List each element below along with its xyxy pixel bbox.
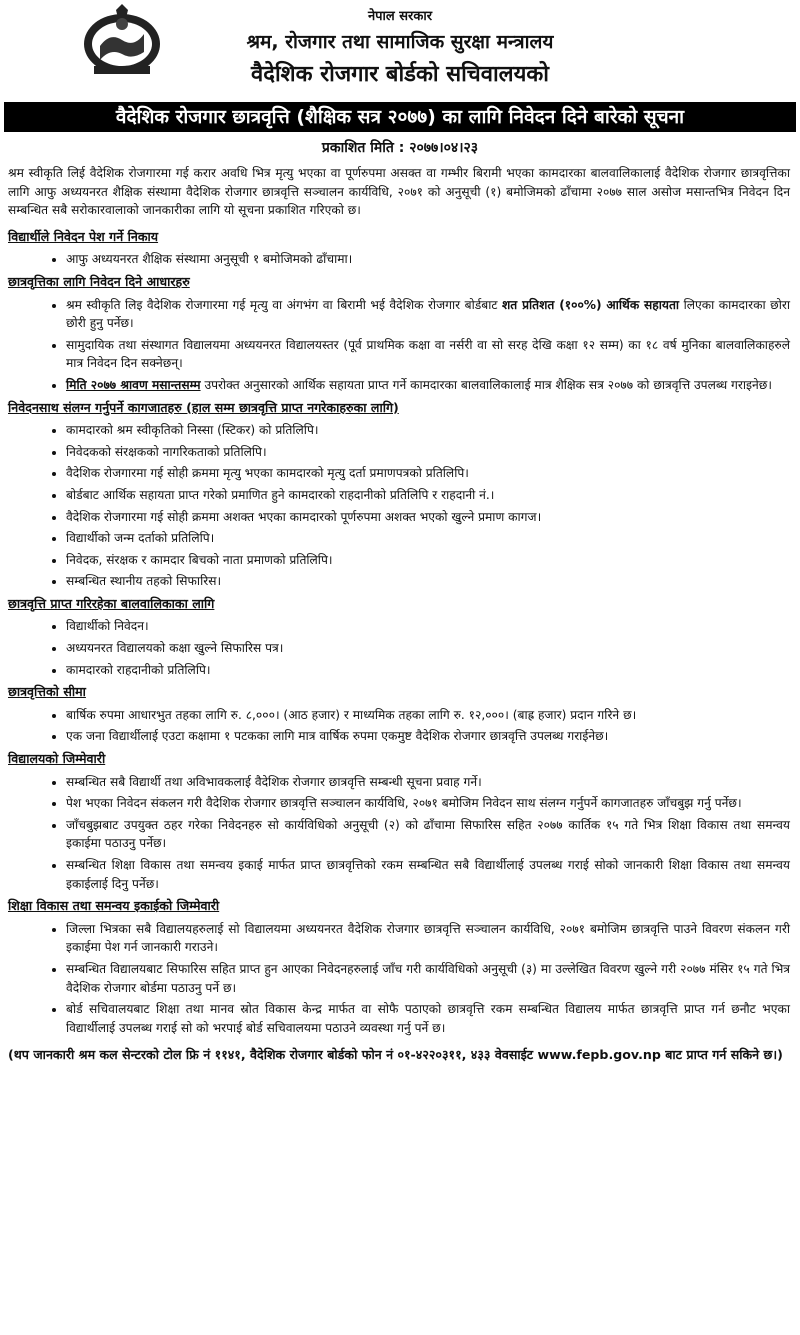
list-item: • निवेदक, संरक्षक र कामदार बिचको नाता प्रमाणको प्रतिलिपि। [66, 551, 790, 570]
section-title: छात्रवृत्ति प्राप्त गरिरहेका बालवालिकाका लागि [8, 595, 215, 611]
section-title: विद्यालयको जिम्मेवारी [8, 751, 106, 767]
list-item: • विद्यार्थीको निवेदन। [66, 617, 790, 636]
list-item [66, 296, 790, 333]
section-list [8, 773, 790, 894]
list-item: • निवेदकको संरक्षकको नागरिकताको प्रतिलिपि। [66, 443, 790, 462]
section-list [8, 250, 790, 269]
section-title: निवेदनसाथ संलग्न गर्नुपर्ने कागजातहरु (हाल सम्म छात्रवृत्ति प्राप्त नगरेकाहरुका लागि) [8, 399, 399, 415]
list-item: • कामदारको श्रम स्वीकृतिको निस्सा (स्टिकर) को प्रतिलिपि। [66, 421, 790, 440]
list-item: • वैदेशिक रोजगारमा गई सोही क्रममा अशक्त भएका कामदारको पूर्णरुपमा अशक्त भएको खुल्ने प्रमाण कागज। [66, 508, 790, 527]
intro-paragraph: श्रम स्वीकृति लिई वैदेशिक रोजगारमा गई करार अवधि भित्र मृत्यु भएका वा पूर्णरुपमा असक्त वा गम्भीर बिरामी भएका कामदारका बालवालिकालाई वैदेशिक रोजगार छात्रवृत्तिका लागि आफु अध्ययनरत शैक्षिक संस्थामा वैदेशिक रोजगार छात्रवृत्ति सञ्चालन कार्यविधि, २०७१ को अनुसूची (१) बमोजिमको ढाँचामा २०७७ साल असोज मसान्तभित्र निवेदन दिन सम्बन्धित सबै सरोकारवालाको जानकारीका लागि यो सूचना प्रकाशित गरिएको छ। [8, 166, 790, 218]
section-title: शिक्षा विकास तथा समन्वय इकाईको जिम्मेवारी [8, 898, 220, 914]
office-name: वैदेशिक रोजगार बोर्डको सचिवालयको [251, 62, 549, 87]
list-item: • सम्बन्धित विद्यालयबाट सिफारिस सहित प्राप्त हुन आएका निवेदनहरुलाई जाँच गरी कार्यविधिको अनुसूची (३) मा उल्लेखित विवरण खुल्ने गरी २०७७ मंसिर १५ गते भित्र वैदेशिक रोजगार बोर्डमा पठाउनु पर्ने छ। [66, 960, 790, 997]
section-list [8, 296, 790, 395]
list-item: • पेश भएका निवेदन संकलन गरी वैदेशिक रोजगार छात्रवृत्ति सञ्चालन कार्यविधि, २०७१ बमोजिम निवेदन साथ संलग्न गर्नुपर्ने कागजातहरु जाँचबुझ गर्नु पर्नेछ। [66, 794, 790, 813]
list-item: • वैदेशिक रोजगारमा गई सोही क्रममा मृत्यु भएका कामदारको मृत्यु दर्ता प्रमाणपत्रको प्रतिलिपि। [66, 464, 790, 483]
list-item: • विद्यार्थीको जन्म दर्ताको प्रतिलिपि। [66, 529, 790, 548]
header [8, 0, 792, 100]
section-title: छात्रवृत्तिका लागि निवेदन दिने आधारहरु [8, 273, 190, 289]
list-item [66, 376, 790, 395]
section-list [8, 421, 790, 591]
notice-title-banner: वैदेशिक रोजगार छात्रवृत्ति (शैक्षिक सत्र २०७७) का लागि निवेदन दिने बारेको सूचना [4, 102, 796, 132]
list-item: • कामदारको राहदानीको प्रतिलिपि। [66, 661, 790, 680]
list-item: • सम्बन्धित स्थानीय तहको सिफारिस। [66, 572, 790, 591]
list-item: • जिल्ला भित्रका सबै विद्यालयहरुलाई सो विद्यालयमा अध्ययनरत वैदेशिक रोजगार छात्रवृत्ति सञ्चालन कार्यविधि, २०७१ बमोजिम छात्रवृत्ति पाउने विवरण संकलन गरी इकाईमा पेश गर्न जानकारी गराउने। [66, 920, 790, 957]
list-item: • बार्षिक रुपमा आधारभुत तहका लागि रु. ८,०००। (आठ हजार) र माध्यमिक तहका लागि रु. १२,०००। (बाह्र हजार) प्रदान गरिने छ। [66, 706, 790, 725]
text-run: श्रम स्वीकृति लिइ वैदेशिक रोजगारमा गई मृत्यु वा अंगभंग वा बिरामी भई वैदेशिक रोजगार बोर्डबाट [66, 297, 498, 312]
list-item: • आफु अध्ययनरत शैक्षिक संस्थामा अनुसूची १ बमोजिमको ढाँचामा। [66, 250, 790, 269]
highlight-text: मिति २०७७ श्रावण मसान्तसम्म [66, 377, 201, 392]
list-item: • सामुदायिक तथा संस्थागत विद्यालयमा अध्ययनरत विद्यालयस्तर (पूर्व प्राथमिक कक्षा वा नर्सरी वा सो सरह देखि कक्षा १२ सम्म) का १८ वर्ष मुनिका बालवालिकाहरुले मात्र निवेदन दिन सक्नेछन्। [66, 336, 790, 373]
text-run: लिएका कामदारका छोरा छोरी हुनु पर्नेछ। [66, 297, 790, 331]
list-item: • बोर्डबाट आर्थिक सहायता प्राप्त गरेको प्रमाणित हुने कामदारको राहदानीको प्रतिलिपि र राहदानी नं.। [66, 486, 790, 505]
list-item: • जाँचबुझबाट उपयुक्त ठहर गरेका निवेदनहरु सो कार्यविधिको अनुसूची (२) को ढाँचामा सिफारिस सहित २०७७ कार्तिक १५ गते भित्र शिक्षा विकास तथा समन्वय इकाईमा पठाउनु पर्नेछ। [66, 816, 790, 853]
section-list [8, 920, 790, 1038]
section-title: छात्रवृत्तिको सीमा [8, 684, 86, 700]
list-item: • सम्बन्धित शिक्षा विकास तथा समन्वय इकाई मार्फत प्राप्त छात्रवृत्तिको रकम सम्बन्धित सबै विद्यार्थीलाई उपलब्ध गराई सोको जानकारी शिक्षा विकास तथा समन्वय इकाईलाई दिनु पर्नेछ। [66, 856, 790, 893]
list-item: • बोर्ड सचिवालयबाट शिक्षा तथा मानव स्रोत विकास केन्द्र मार्फत वा सोफै पठाएको छात्रवृत्ति रकम सम्बन्धित विद्यालय मार्फत छात्रवृत्ति प्राप्त गर्न छनौट भएका विद्यार्थीलाई उपलब्ध गराई सो को भरपाई बोर्ड सचिवालयमा पठाउने व्यवस्था गर्नु पर्ने छ। [66, 1000, 790, 1037]
footer-note: (थप जानकारी श्रम कल सेन्टरको टोल फ्रि नं ११४१, वैदेशिक रोजगार बोर्डको फोन नं ०१-४२२०३११, ४३३ वेवसाईट www.fepb.gov.np बाट प्राप्त गर्न सकिने छ।) [8, 1047, 783, 1063]
govt-label: नेपाल सरकार [367, 9, 433, 24]
section-list [8, 617, 790, 679]
list-item: • एक जना विद्यार्थीलाई एउटा कक्षामा १ पटकका लागि मात्र वार्षिक रुपमा एकमुष्ट वैदेशिक रोजगार छात्रवृत्ति उपलब्ध गराईनेछ। [66, 727, 790, 746]
highlight-text: शत प्रतिशत (१००%) आर्थिक सहायता [502, 297, 680, 312]
section-list [8, 706, 790, 746]
section-title: विद्यार्थीले निवेदन पेश गर्ने निकाय [8, 228, 159, 244]
list-item: • अध्ययनरत विद्यालयको कक्षा खुल्ने सिफारिस पत्र। [66, 639, 790, 658]
text-run: उपरोक्त अनुसारको आर्थिक सहायता प्राप्त गर्ने कामदारका बालवालिकालाई मात्र शैक्षिक सत्र २०७७ को छात्रवृत्ति उपलब्ध गराइनेछ। [204, 377, 772, 392]
published-date: प्रकाशित मिति : २०७७।०४।२३ [321, 140, 479, 156]
notice-body [8, 164, 790, 1064]
ministry-name: श्रम, रोजगार तथा सामाजिक सुरक्षा मन्त्रालय [246, 31, 554, 53]
list-item: • सम्बन्धित सबै विद्यार्थी तथा अविभावकलाई वैदेशिक रोजगार छात्रवृत्ति सम्बन्धी सूचना प्रवाह गर्ने। [66, 773, 790, 792]
